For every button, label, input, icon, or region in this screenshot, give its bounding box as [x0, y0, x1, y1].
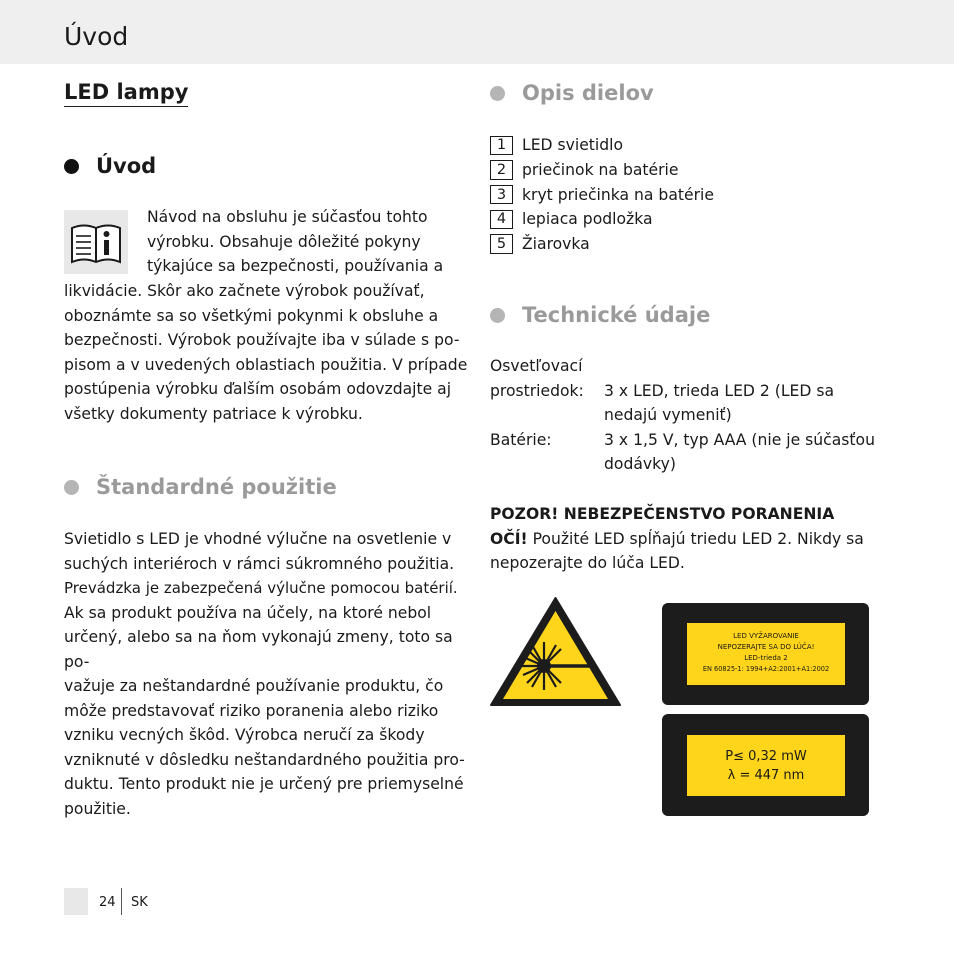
part-label: lepiaca podložka — [522, 210, 653, 229]
bullet-icon — [490, 86, 505, 101]
info-book-icon — [64, 210, 128, 274]
intro-paragraph-top — [147, 205, 467, 279]
list-item — [490, 158, 714, 183]
warning-title: POZOR! NEBEZPEČENSTVO PORANENIA — [490, 505, 835, 523]
power-value: P≤ 0,32 mW — [725, 749, 807, 764]
bullet-icon — [64, 159, 79, 174]
warning-text: Použité LED spĺňajú triedu LED 2. Nikdy sa — [527, 529, 864, 548]
text-line: bezpečnosti. Výrobok používajte iba v súlade s po- — [64, 331, 460, 349]
page-header-title: Úvod — [64, 22, 129, 51]
language-code: SK — [131, 895, 148, 910]
text-line: vzniku vecných škôd. Výrobca neručí za škody — [64, 726, 425, 744]
tech-section-heading — [490, 303, 710, 327]
header-band — [0, 0, 954, 64]
text-line: pisom a v uvedených oblastiach použitia. V prípade — [64, 355, 468, 374]
part-number: 3 — [490, 185, 513, 205]
text-line: suchých interiéroch v rámci súkromného použitia. — [64, 554, 455, 573]
bullet-icon — [64, 480, 79, 495]
list-item — [490, 182, 714, 207]
text-line: týkajúce sa bezpečnosti, používania a — [147, 257, 444, 275]
label-line: EN 60825-1: 1994+A2:2001+A1:2002 — [702, 665, 830, 673]
standard-use-section-heading — [64, 475, 337, 499]
footer-divider — [121, 888, 122, 915]
part-label: kryt priečinka na batérie — [522, 185, 714, 204]
text-line: Svietidlo s LED je vhodné výlučne na osvetlenie v — [64, 530, 452, 548]
tech-light-value-1: 3 x LED, trieda LED 2 (LED sa — [604, 382, 835, 400]
tech-heading-text: Technické údaje — [522, 303, 711, 327]
part-number: 5 — [490, 234, 513, 254]
bullet-icon — [490, 308, 505, 323]
part-number: 4 — [490, 210, 513, 230]
part-label: Žiarovka — [522, 235, 590, 254]
document-title: LED lampy — [64, 80, 188, 107]
part-label: LED svietidlo — [522, 136, 624, 155]
standard-use-paragraph — [64, 527, 474, 821]
list-item — [490, 232, 714, 257]
laser-class-label-inner — [686, 622, 846, 686]
tech-light-label-1: Osvetľovací — [490, 357, 583, 375]
text-line: duktu. Tento produkt nie je určený pre priemyselné — [64, 775, 464, 793]
intro-heading-text: Úvod — [96, 154, 157, 178]
tech-light-label-2: prostriedok: — [490, 382, 584, 400]
text-line: likvidácie. Skôr ako začnete výrobok používať, — [64, 282, 425, 300]
wavelength-value: λ = 447 nm — [727, 768, 805, 783]
part-number: 2 — [490, 160, 513, 180]
laser-class-label — [662, 603, 869, 705]
tech-battery-value-1: 3 x 1,5 V, typ AAA (nie je súčasťou — [604, 431, 875, 449]
tech-battery-value-2: dodávky) — [604, 455, 676, 473]
text-line: postúpenia výrobku ďalším osobám odovzdajte aj — [64, 380, 452, 398]
text-line: važuje za neštandardné používanie produktu, čo — [64, 677, 444, 695]
label-line: LED-trieda 2 — [744, 654, 788, 662]
part-label: priečinok na batérie — [522, 161, 679, 180]
tech-light-value-2: nedajú vymeniť) — [604, 406, 732, 424]
standard-heading-text: Štandardné použitie — [96, 475, 337, 499]
part-number: 1 — [490, 136, 513, 156]
intro-section-heading — [64, 154, 156, 178]
label-line: LED VYŽAROVANIE — [733, 632, 799, 640]
warning-text-cont: nepozerajte do lúča LED. — [490, 554, 685, 572]
laser-power-label — [662, 714, 869, 816]
label-line: NEPOZERAJTE SA DO LÚČA! — [717, 643, 815, 651]
eye-injury-warning — [490, 502, 890, 576]
text-line: Návod na obsluhu je súčasťou tohto — [147, 208, 428, 226]
footer-marker — [64, 888, 88, 915]
list-item — [490, 207, 714, 232]
text-line: Ak sa produkt používa na účely, na ktoré nebol — [64, 603, 432, 622]
parts-heading-text: Opis dielov — [522, 81, 654, 105]
laser-power-label-inner — [686, 734, 846, 797]
text-line: vzniknuté v dôsledku neštandardného použitia pro- — [64, 750, 465, 769]
text-line: oboznámte sa so všetkými pokynmi k obsluhe a — [64, 306, 439, 325]
text-line: môže predstavovať riziko poranenia alebo riziko — [64, 701, 439, 720]
intro-paragraph — [64, 279, 474, 426]
text-line: Prevádzka je zabezpečená výlučne pomocou batérií. — [64, 579, 458, 597]
parts-section-heading — [490, 81, 654, 105]
parts-list — [490, 133, 714, 256]
laser-warning-triangle-icon — [489, 596, 622, 712]
page-number: 24 — [99, 895, 116, 910]
text-line: použitie. — [64, 799, 131, 818]
warning-title-cont: OČÍ! — [490, 529, 528, 548]
list-item — [490, 133, 714, 158]
text-line: určený, alebo sa na ňom vykonajú zmeny, toto sa po- — [64, 628, 453, 671]
tech-battery-label: Batérie: — [490, 431, 552, 449]
text-line: výrobku. Obsahuje dôležité pokyny — [147, 232, 421, 251]
text-line: všetky dokumenty patriace k výrobku. — [64, 404, 363, 423]
